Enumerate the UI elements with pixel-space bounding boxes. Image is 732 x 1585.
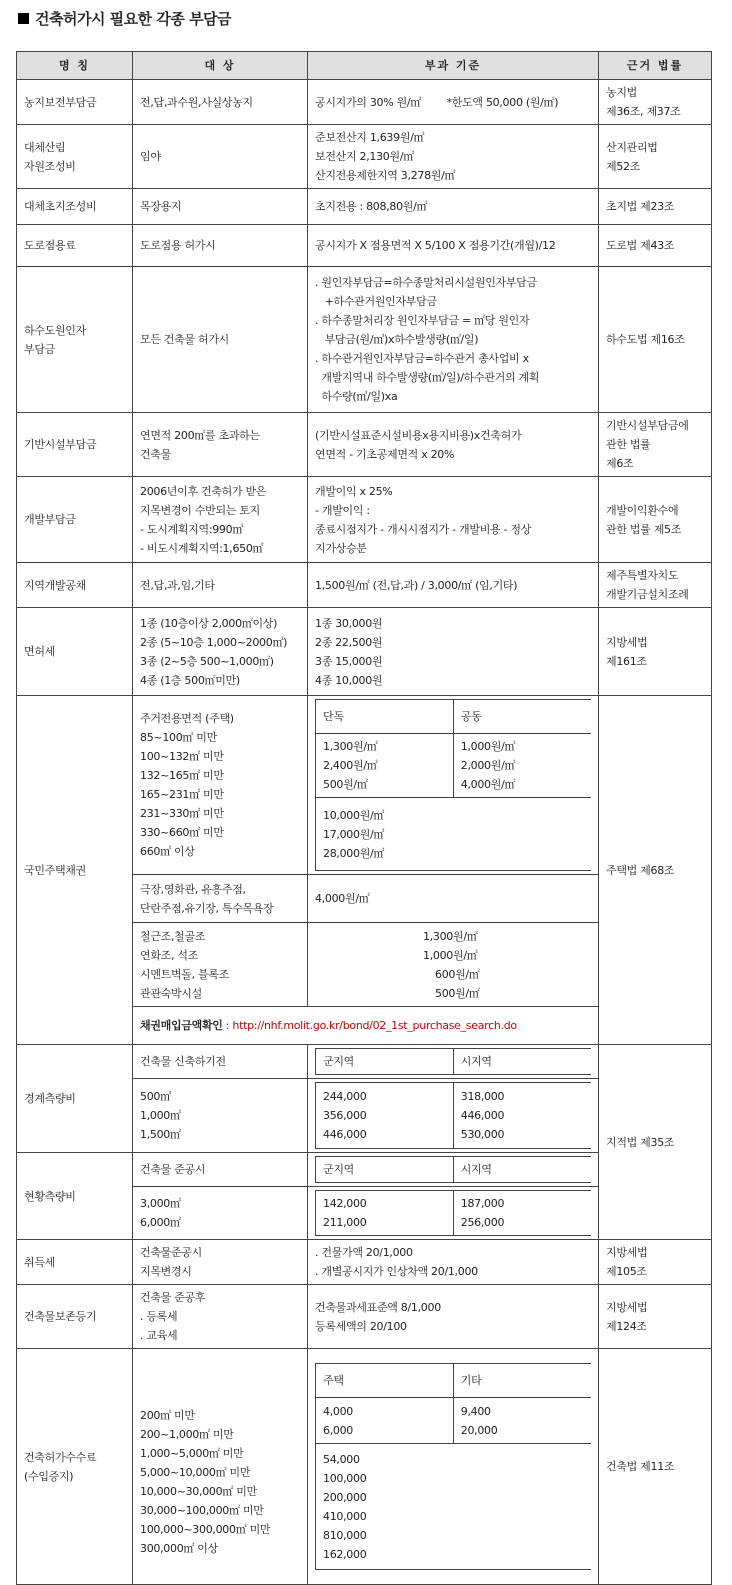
levy-basis: 준보전산지 1,639원/㎡ 보전산지 2,130원/㎡ 산지전용제한지역 3,278원/㎡	[308, 125, 599, 189]
table-row-housing	[17, 696, 712, 875]
levy-basis	[308, 1153, 599, 1187]
table-row	[17, 563, 712, 608]
levy-law: 제주특별자치도 개발기금설치조례	[599, 563, 712, 608]
levy-target: 모든 건축물 허가시	[133, 267, 308, 413]
levy-basis: 초지전용 : 808,80원/㎡	[308, 189, 599, 225]
bond-purchase-check	[133, 1007, 599, 1045]
permit-fee-subtable	[315, 1363, 591, 1570]
levy-target: 1종 (10층이상 2,000㎡이상) 2종 (5~10층 1,000~2000㎡) 3종 (2~5층 500~1,000㎡) 4종 (1층 500㎡미만)	[133, 608, 308, 696]
levy-basis	[308, 1349, 599, 1585]
levy-law: 주택법 제68조	[599, 696, 712, 1045]
col-header: 시지역	[453, 1049, 591, 1075]
table-row	[17, 477, 712, 563]
rate-cell: 1,000원/㎡ 2,000원/㎡ 4,000원/㎡	[453, 734, 591, 798]
levy-name: 농지보전부담금	[17, 80, 133, 125]
levy-basis	[308, 1187, 599, 1240]
levy-name: 개발부담금	[17, 477, 133, 563]
rate-cell: 318,000 446,000 530,000	[453, 1083, 591, 1149]
table-row	[17, 225, 712, 267]
levy-target: 도로점용 허가시	[133, 225, 308, 267]
levy-target: 주거전용면적 (주택) 85~100㎡ 미만 100~132㎡ 미만 132~165㎡ 미만 165~231㎡ 미만 231~330㎡ 미만 330~660㎡ 미만 660㎡ 이상	[133, 696, 308, 875]
rate-cell: 1,300원/㎡ 2,400원/㎡ 500원/㎡	[316, 734, 454, 798]
levy-target: 건축물 신축하기전	[133, 1045, 308, 1079]
levy-target: 건축물 준공시	[133, 1153, 308, 1187]
rate-cell: 142,000 211,000	[316, 1191, 454, 1236]
table-row	[17, 1349, 712, 1585]
page-title: 건축허가시 필요한 각종 부담금	[18, 8, 231, 29]
levy-target: 목장용지	[133, 189, 308, 225]
levy-name: 현황측량비	[17, 1153, 133, 1240]
levy-target: 극장,영화관, 유흥주점, 단란주점,유기장, 특수목욕장	[133, 875, 308, 923]
levy-target: 500㎡ 1,000㎡ 1,500㎡	[133, 1079, 308, 1153]
table-row	[17, 80, 712, 125]
levy-basis: 건축물과세표준액 8/1,000 등록세액의 20/100	[308, 1285, 599, 1349]
levy-target: 연면적 200㎡를 초과하는 건축물	[133, 413, 308, 477]
levy-law: 지방세법 제124조	[599, 1285, 712, 1349]
levy-name: 기반시설부담금	[17, 413, 133, 477]
header-basis: 부과 기준	[308, 52, 599, 80]
levy-target: 200㎡ 미만 200~1,000㎡ 미만 1,000~5,000㎡ 미만 5,000~10,000㎡ 미만 10,000~30,000㎡ 미만 30,000~100,000㎡ 미만 100,000~300,000㎡ 미만 300,000㎡ 이상	[133, 1349, 308, 1585]
col-header: 군지역	[316, 1157, 454, 1183]
rate-cell: 10,000원/㎡ 17,000원/㎡ 28,000원/㎡	[316, 798, 592, 871]
levy-basis: 1,500원/㎡ (전,답,과) / 3,000/㎡ (임,기타)	[308, 563, 599, 608]
header-target: 대 상	[133, 52, 308, 80]
levy-basis: (기반시설표준시설비용x용지비용)x건축허가 연면적 - 기초공제면적 x 20%	[308, 413, 599, 477]
rate-cell: 244,000 356,000 446,000	[316, 1083, 454, 1149]
levy-target: 임야	[133, 125, 308, 189]
col-header: 공동	[453, 700, 591, 734]
bond-check-label: 채권매입금액확인	[140, 1019, 223, 1032]
col-header: 기타	[453, 1364, 591, 1398]
levy-law: 기반시설부담금에 관한 법률 제6조	[599, 413, 712, 477]
levy-name: 취득세	[17, 1240, 133, 1285]
levy-law: 초지법 제23조	[599, 189, 712, 225]
header-name: 명 칭	[17, 52, 133, 80]
table-row	[17, 189, 712, 225]
levy-name: 지역개발공채	[17, 563, 133, 608]
levy-basis: 공시지가 X 점용면적 X 5/100 X 점용기간(개월)/12	[308, 225, 599, 267]
levy-basis: 1,300원/㎡ 1,000원/㎡ 600원/㎡ 500원/㎡	[308, 923, 599, 1007]
levy-target: 전,답,과,임,기타	[133, 563, 308, 608]
bond-check-link[interactable]: : http://nhf.molit.go.kr/bond/02_1st_purchase_search.do	[222, 1019, 517, 1032]
levy-name: 하수도원인자 부담금	[17, 267, 133, 413]
table-row	[17, 125, 712, 189]
table-header-row	[17, 52, 712, 80]
levy-basis	[308, 1045, 599, 1079]
fee-cell: 54,000 100,000 200,000 410,000 810,000 162,000	[316, 1444, 592, 1570]
housing-rate-subtable	[315, 699, 591, 871]
levy-basis: 4,000원/㎡	[308, 875, 599, 923]
levy-law: 하수도법 제16조	[599, 267, 712, 413]
col-header: 단독	[316, 700, 454, 734]
levy-law: 지방세법 제161조	[599, 608, 712, 696]
levy-law: 지적법 제35조	[599, 1045, 712, 1240]
levy-name: 건축물보존등기	[17, 1285, 133, 1349]
levy-law: 개발이익환수에 관한 법률 제5조	[599, 477, 712, 563]
square-bullet-icon	[18, 13, 29, 24]
levy-law: 도로법 제43조	[599, 225, 712, 267]
table-row	[17, 1045, 712, 1079]
table-row	[17, 1285, 712, 1349]
header-law: 근거 법률	[599, 52, 712, 80]
levy-basis: 개발이익 x 25% - 개발이익 : 종료시점지가 - 개시시점지가 - 개발비용 - 정상 지가상승분	[308, 477, 599, 563]
levy-basis: . 원인자부담금=하수종말처리시설원인자부담금 +하수관거원인자부담금 . 하수종말처리장 원인자부담금 = ㎡당 원인자 부담금(원/㎥)x하수발생량(㎥/일) . 하수관거원인자부담금=하수관거 총사업비 x 개발지역내 하수발생량(㎥/일)/하수관거의 계획 하수량(㎥/일)xa	[308, 267, 599, 413]
table-row	[17, 1240, 712, 1285]
levy-law: 농지법 제36조, 제37조	[599, 80, 712, 125]
table-row	[17, 267, 712, 413]
fee-cell: 9,400 20,000	[453, 1398, 591, 1444]
levy-name: 면허세	[17, 608, 133, 696]
table-row	[17, 608, 712, 696]
levy-target: 건축물준공시 지목변경시	[133, 1240, 308, 1285]
levy-basis: 공시지가의 30% 원/㎡ *한도액 50,000 (원/㎡)	[308, 80, 599, 125]
col-header: 군지역	[316, 1049, 454, 1075]
levy-target: 철근조,철골조 연화조, 석조 시멘트벽돌, 블록조 관관숙박시설	[133, 923, 308, 1007]
levy-name: 국민주택채권	[17, 696, 133, 1045]
levy-basis: 1종 30,000원 2종 22,500원 3종 15,000원 4종 10,000원	[308, 608, 599, 696]
levy-basis	[308, 696, 599, 875]
levy-name: 대체초지조성비	[17, 189, 133, 225]
levy-target: 2006년이후 건축허가 받은 지목변경이 수반되는 토지 - 도시계획지역:990㎡ - 비도시계획지역:1,650㎡	[133, 477, 308, 563]
levy-name: 도로점용료	[17, 225, 133, 267]
levy-name: 경계측량비	[17, 1045, 133, 1153]
levy-target: 건축물 준공후 . 등록세 . 교육세	[133, 1285, 308, 1349]
levy-name: 건축허가수수료 (수입증지)	[17, 1349, 133, 1585]
levy-law: 건축법 제11조	[599, 1349, 712, 1585]
levy-law: 지방세법 제105조	[599, 1240, 712, 1285]
levy-basis: . 건물가액 20/1,000 . 개별공시지가 인상차액 20/1,000	[308, 1240, 599, 1285]
levy-name: 대체산림 자원조성비	[17, 125, 133, 189]
levy-law: 산지관리법 제52조	[599, 125, 712, 189]
col-header: 주택	[316, 1364, 454, 1398]
fee-cell: 4,000 6,000	[316, 1398, 454, 1444]
levy-basis	[308, 1079, 599, 1153]
levy-target: 3,000㎡ 6,000㎡	[133, 1187, 308, 1240]
levy-table	[16, 51, 712, 1585]
levy-target: 전,답,과수원,사실상농지	[133, 80, 308, 125]
table-row	[17, 413, 712, 477]
rate-cell: 187,000 256,000	[453, 1191, 591, 1236]
col-header: 시지역	[453, 1157, 591, 1183]
